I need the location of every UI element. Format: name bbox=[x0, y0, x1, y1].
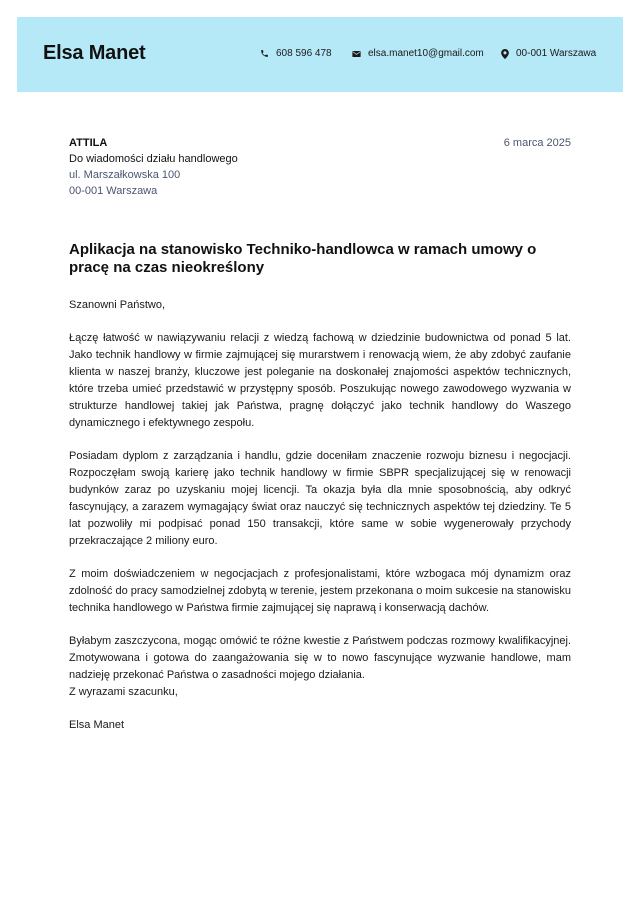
recipient-block bbox=[69, 135, 238, 199]
paragraph-4: Byłabym zaszczycona, mogąc omówić te różne kwestie z Państwem podczas rozmowy kwalifikacyjnej. Zmotywowana i gotowa do zaangażowania się w to nowo fascynujące wyzwanie handlowe, mam nadzieję przekonać Państwa o zasadności mojego działania. bbox=[69, 635, 571, 681]
signature: Elsa Manet bbox=[69, 719, 125, 731]
contact-phone bbox=[260, 48, 332, 59]
salutation: Szanowni Państwo, bbox=[69, 299, 165, 311]
recipient-department: Do wiadomości działu handlowego bbox=[69, 153, 238, 165]
email-address: elsa.manet10@gmail.com bbox=[368, 48, 484, 59]
phone-icon bbox=[260, 49, 269, 58]
contact-address bbox=[501, 48, 596, 59]
location-pin-icon bbox=[501, 49, 509, 59]
letter-body bbox=[69, 297, 571, 734]
recipient-company: ATTILA bbox=[69, 137, 108, 149]
recipient-street: ul. Marszałkowska 100 bbox=[69, 169, 181, 181]
paragraph-1: Łączę łatwość w nawiązywaniu relacji z wiedzą fachową w dziedzinie budownictwa od ponad 5 lat. Jako technik handlowy w firmie zajmującej się murarstwem i renowacją wiem, że aby zdobyć zaufanie klienta w naszej branży, kluczowe jest poleganie na doskonałej znajomości aspektów technicznych, które trzeba umieć przedstawić w przystępny sposób. Poszukując nowego zawodowego wyzwania w strukturze handlowej takiej jak Państwa, pragnę dołączyć jako technik handlowy do Waszego dynamicznego i efektywnego zespołu. bbox=[69, 332, 571, 429]
phone-number: 608 596 478 bbox=[276, 48, 332, 59]
letter-date: 6 marca 2025 bbox=[503, 137, 571, 149]
closing: Z wyrazami szacunku, bbox=[69, 686, 178, 698]
email-icon bbox=[352, 50, 361, 58]
paragraph-2: Posiadam dyplom z zarządzania i handlu, gdzie doceniłam znaczenie rozwoju biznesu i negocjacji. Rozpoczęłam swoją karierę jako technik handlowy w firmie SBPR specjalizującej się w renowacji budynków zaraz po uzyskaniu mojej licencji. Ta okazja była dla mnie sposobnością, aby odkryć fascynujący, a zarazem wymagający świat oraz nauczyć się technicznych aspektów tej dziedziny. Te 5 lat pozwoliły mi podpisać ponad 150 transakcji, które same w sobie wygenerowały przychody przekraczające 2 miliony euro. bbox=[69, 450, 571, 547]
letter-subject: Aplikacja na stanowisko Techniko-handlowca w ramach umowy o pracę na czas nieokreślony bbox=[69, 241, 537, 276]
recipient-city: 00-001 Warszawa bbox=[69, 185, 158, 197]
contact-email bbox=[352, 48, 484, 59]
sender-address: 00-001 Warszawa bbox=[516, 48, 597, 59]
paragraph-3: Z moim doświadczeniem w negocjacjach z profesjonalistami, które wzbogaca mój dynamizm oraz zdolność do pracy samodzielnej zdobytą w terenie, jestem przekonana o moim sukcesie na stanowisku technika handlowego w Państwa firmie zajmującej się naprawą i konserwacją dachów. bbox=[69, 568, 571, 614]
sender-name: Elsa Manet bbox=[43, 42, 146, 64]
letter-header bbox=[17, 17, 623, 92]
